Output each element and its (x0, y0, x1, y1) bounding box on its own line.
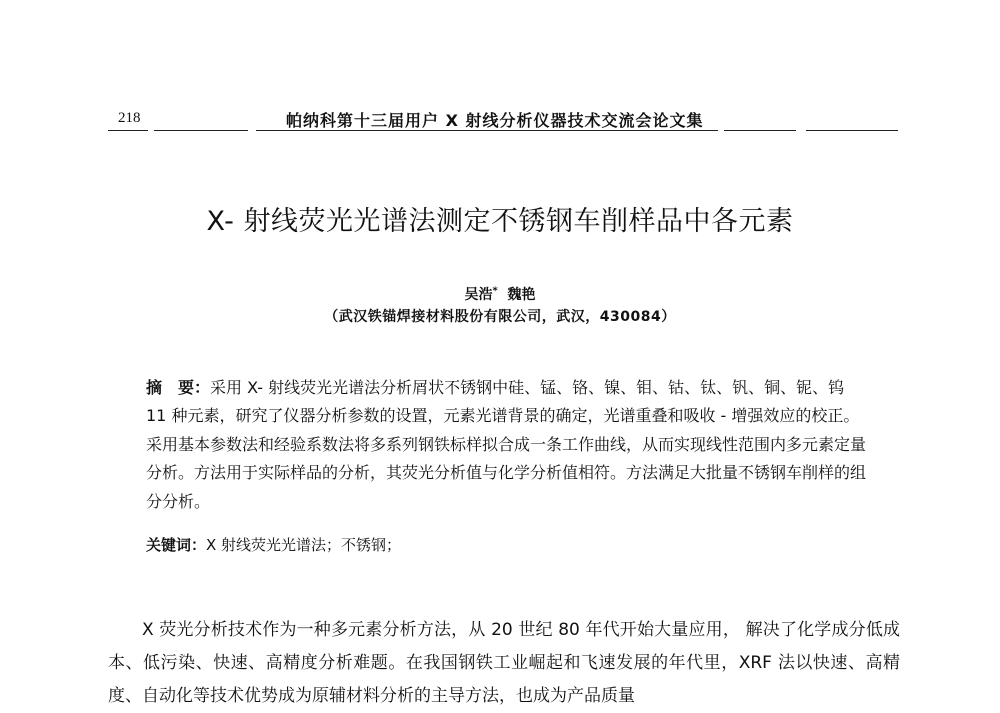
header-rule (108, 130, 898, 131)
rule-gap (718, 127, 724, 133)
abstract-text: 采用 X- 射线荧光光谱法分析屑状不锈钢中硅、锰、铬、镍、钼、钴、钛、钒、铜、铌、钨 11 种元素，研究了仪器分析参数的设置，元素光谱背景的确定，光谱重叠和吸收 - 增强效应的校正。采用基本参数法和经验系数法将多系列钢铁标样拟合成一条工作曲线，从而实现线性范围内多元素定量分析。方法用于实际样品的分析，其荧光分析值与化学分析值相符。方法满足大批量不锈钢车削样的组分分析。 (146, 378, 867, 511)
rule-gap (796, 127, 806, 133)
page-number: 218 (118, 110, 141, 126)
keywords-text: X 射线荧光光谱法；不锈钢； (206, 536, 402, 554)
abstract (146, 374, 866, 516)
author-name: 吴浩 (464, 287, 493, 303)
body-text (108, 614, 900, 713)
abstract-label: 摘 要： (146, 378, 211, 397)
corresponding-author-mark: * (492, 285, 498, 297)
keywords (146, 534, 866, 555)
author-line (0, 284, 1000, 304)
body-paragraph: X 荧光分析技术作为一种多元素分析方法，从 20 世纪 80 年代开始大量应用， 解决了化学成分低成本、低污染、快速、高精度分析难题。在我国钢铁工业崛起和飞速发展的年代里，XRF 法以快速、高精度、自动化等技术优势成为原辅材料分析的主导方法，也成为产品质量 (108, 620, 900, 706)
running-head: 帕纳科第十三届用户 X 射线分析仪器技术交流会论文集 (286, 111, 704, 130)
author-name: 魏艳 (507, 287, 536, 303)
affiliation: （武汉铁锚焊接材料股份有限公司，武汉，430084） (324, 309, 676, 325)
paper-title: X- 射线荧光光谱法测定不锈钢车削样品中各元素 (206, 206, 794, 237)
rule-gap (148, 127, 154, 133)
keywords-label: 关键词： (146, 536, 207, 554)
rule-gap (248, 127, 256, 133)
page-header (108, 108, 898, 134)
